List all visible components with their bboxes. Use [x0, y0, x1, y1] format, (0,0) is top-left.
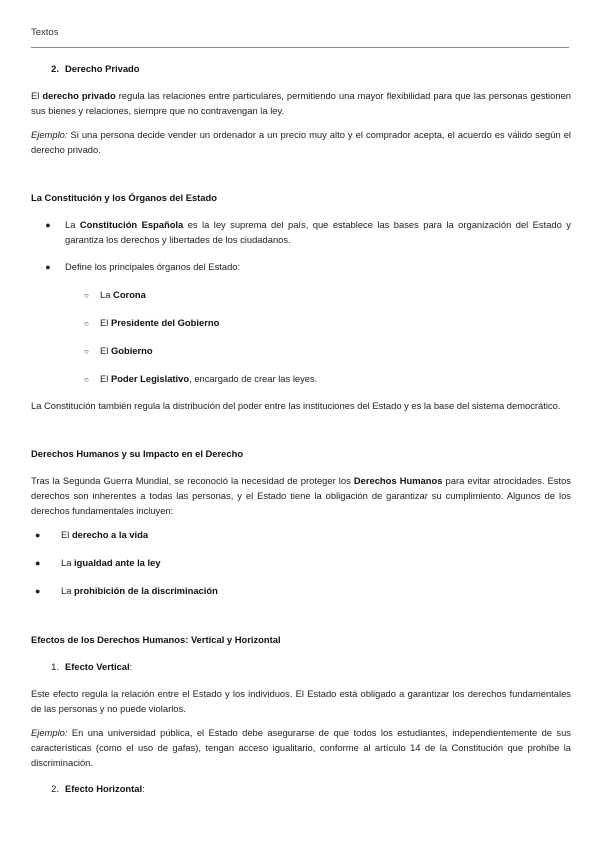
circle-bullet-icon: ○ [84, 291, 89, 300]
text: En una universidad pública, el Estado debe asegurarse de que todos los estudiantes, independientemente de sus características (como el uso de gafas), tengan acceso igualitario, conforme al artículo 14 de la Constitución que prohíbe la discriminación. [31, 727, 571, 768]
numbered-item-efecto-vertical [31, 659, 571, 674]
bold-text: Presidente del Gobierno [110, 317, 220, 328]
circle-bullet-icon: ○ [84, 347, 89, 356]
bold-text: Efecto Horizontal [65, 783, 143, 794]
list-item-text [61, 527, 571, 542]
header-divider [31, 47, 569, 48]
example-efecto-vertical [31, 725, 571, 770]
heading-derecho-privado [31, 61, 571, 76]
list-item [31, 583, 571, 599]
list-item-text [61, 555, 571, 570]
bold-text: Efecto Vertical [65, 661, 130, 672]
list-item-text [61, 583, 571, 598]
bullet-icon: ● [35, 530, 41, 540]
bullet-icon: ● [45, 220, 51, 230]
sub-list-item [31, 343, 571, 359]
list-item [31, 527, 571, 543]
text: es la ley suprema del país, que establece las bases para la organización del Estado y garantiza los derechos y libertades de los ciudadanos. [65, 219, 571, 245]
sub-list-item [31, 371, 571, 387]
bold-text: Derechos Humanos [353, 475, 443, 486]
paragraph-derecho-privado [31, 88, 571, 118]
page-header-title: Textos [31, 27, 59, 38]
bold-text: Corona [113, 289, 146, 300]
list-item [31, 217, 571, 247]
sub-list-item [31, 315, 571, 331]
example-label: Ejemplo: [31, 129, 68, 140]
text: La [100, 289, 114, 300]
example-derecho-privado [31, 127, 571, 157]
text: El [100, 345, 111, 356]
item-number: 1. [51, 661, 59, 672]
text: : [142, 783, 145, 794]
list-item-text [65, 217, 571, 247]
heading-derechos-humanos: Derechos Humanos y su Impacto en el Derecho [31, 448, 244, 459]
item-text [65, 781, 145, 796]
bullet-icon: ● [45, 262, 51, 272]
bold-text: igualdad ante la ley [74, 557, 161, 568]
bullet-icon: ● [35, 586, 41, 596]
numbered-item-efecto-horizontal [31, 781, 571, 796]
paragraph-efecto-vertical: Este efecto regula la relación entre el Estado y los individuos. El Estado está obligado a garantizar los derechos fundamentales de las personas y no puede violarlos. [31, 688, 571, 714]
list-item-text: Define los principales órganos del Estado: [65, 261, 241, 272]
sub-list-item-text [100, 343, 153, 358]
list-item [31, 555, 571, 571]
bold-text: Poder Legislativo [110, 373, 190, 384]
heading-efectos: Efectos de los Derechos Humanos: Vertical y Horizontal [31, 634, 281, 645]
text: El [31, 90, 43, 101]
sub-list-item-text [100, 287, 146, 302]
text: El [61, 529, 72, 540]
bold-text: derecho a la vida [71, 529, 149, 540]
text: regula las relaciones entre particulares, permitiendo una mayor flexibilidad para que las personas gestionen sus bienes y relaciones, siempre que no contravengan la ley. [31, 90, 571, 116]
text: El [100, 373, 111, 384]
bold-text: Constitución Española [79, 219, 184, 230]
document-body [31, 61, 571, 796]
bullet-icon: ● [35, 558, 41, 568]
heading-number: 2. [51, 63, 59, 74]
text: Si una persona decide vender un ordenador a un precio muy alto y el comprador acepta, el acuerdo es válido según el derecho privado. [31, 129, 571, 155]
paragraph-derechos-humanos [31, 473, 571, 518]
item-number: 2. [51, 783, 59, 794]
text: para evitar atrocidades. Estos derechos son inherentes a todas las personas, y el Estado tiene la obligación de garantizar su cumplimiento. Algunos de los derechos fundamentales incluyen: [31, 475, 571, 516]
list-item [31, 259, 571, 275]
heading-constitucion: La Constitución y los Órganos del Estado [31, 192, 217, 203]
text: La [65, 219, 80, 230]
text: : [129, 661, 133, 672]
bold-text: prohibición de la discriminación [74, 585, 218, 596]
bold-text: Gobierno [110, 345, 153, 356]
text: , encargado de crear las leyes. [189, 373, 318, 384]
sub-list-item [31, 287, 571, 303]
text: Tras la Segunda Guerra Mundial, se reconoció la necesidad de proteger los [31, 475, 354, 486]
sub-list-item-text [100, 315, 219, 330]
text: La [61, 557, 75, 568]
text: La [61, 585, 75, 596]
circle-bullet-icon: ○ [84, 375, 89, 384]
circle-bullet-icon: ○ [84, 319, 89, 328]
heading-text: Derecho Privado [65, 63, 140, 74]
bold-text: derecho privado [42, 90, 116, 101]
text: El [100, 317, 111, 328]
paragraph-constitucion: La Constitución también regula la distribución del poder entre las instituciones del Estado y es la base del sistema democrático. [31, 400, 561, 411]
example-label: Ejemplo: [31, 727, 68, 738]
item-text [65, 659, 132, 674]
sub-list-item-text [100, 371, 317, 386]
